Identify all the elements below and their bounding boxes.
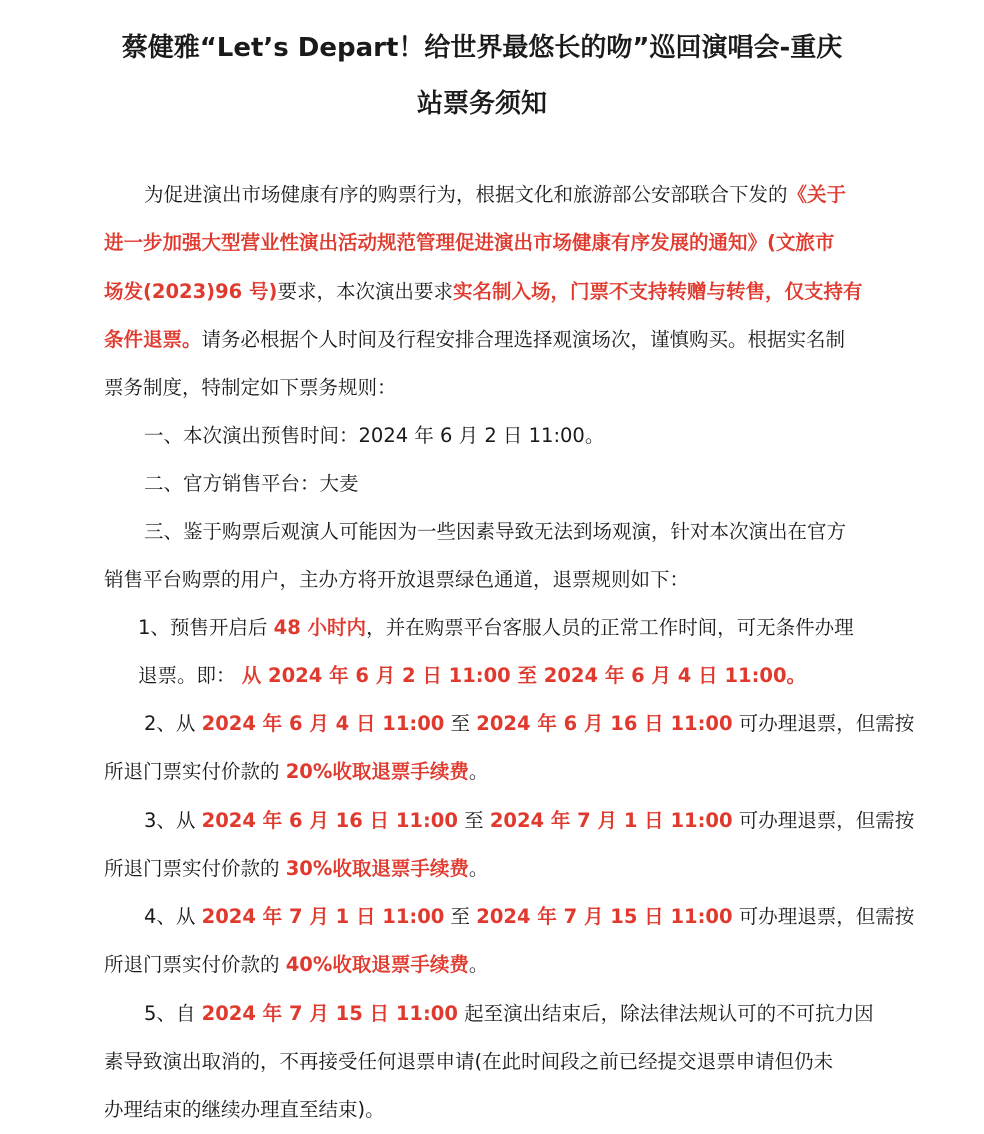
- rule-highlight: 30%收取退票手续费: [285, 857, 469, 880]
- presale-time-item: 一、本次演出预售时间：2024 年 6 月 2 日 11:00。: [144, 424, 605, 447]
- document-title: [104, 20, 860, 132]
- intro-line-4: [104, 325, 864, 355]
- rule-text: ，并在购票平台客服人员的正常工作时间，可无条件办理: [366, 616, 854, 639]
- rule-highlight: 从 2024 年 6 月 2 日 11:00 至 2024 年 6 月 4 日 11:00。: [241, 664, 807, 687]
- rule-text: 至: [450, 905, 471, 928]
- rule-text: 。: [468, 857, 489, 880]
- refund-rule-2-line-1: [144, 709, 915, 739]
- rule-text: 所退门票实付价款的: [104, 857, 280, 880]
- title-line-2: 站票务须知: [416, 89, 547, 119]
- rule-highlight: 48 小时内: [273, 616, 367, 639]
- rule-highlight: 2024 年 7 月 15 日 11:00: [476, 905, 733, 928]
- sales-platform-item: 二、官方销售平台：大麦: [144, 472, 359, 495]
- intro-text: 要求，本次演出要求: [277, 280, 453, 303]
- rule-text: 退票。即：: [138, 664, 236, 687]
- real-name-policy: 实名制入场，门票不支持转赠与转售，仅支持有: [452, 280, 863, 303]
- intro-line-2: 进一步加强大型营业性演出活动规范管理促进演出市场健康有序发展的通知》(文旅市: [104, 231, 835, 254]
- refund-channel-line-2: 销售平台购票的用户，主办方将开放退票绿色通道，退票规则如下：: [104, 568, 690, 591]
- regulation-title-start: 《关于: [787, 183, 847, 206]
- rule-text: 。: [468, 953, 489, 976]
- rule-text: 所退门票实付价款的: [104, 953, 280, 976]
- refund-rule-4-line-1: [144, 902, 915, 932]
- rule-text: 可办理退票，但需按: [738, 809, 915, 832]
- refund-rule-5-line-3: 办理结束的继续办理直至结束)。: [104, 1098, 385, 1121]
- intro-text: 为促进演出市场健康有序的购票行为，根据文化和旅游部公安部联合下发的: [144, 183, 788, 206]
- refund-channel-line-1: 三、鉴于购票后观演人可能因为一些因素导致无法到场观演，针对本次演出在官方: [144, 520, 847, 543]
- rule-text: 至: [450, 712, 471, 735]
- rule-text: 5、自: [144, 1002, 196, 1025]
- refund-rule-3-line-2: [104, 854, 864, 884]
- refund-rule-5-line-2: 素导致演出取消的，不再接受任何退票申请(在此时间段之前已经提交退票申请但仍未: [104, 1050, 834, 1073]
- regulation-number: 场发(2023)96 号): [104, 280, 278, 303]
- rule-text: 2、从: [144, 712, 196, 735]
- rule-highlight: 2024 年 7 月 15 日 11:00: [201, 1002, 458, 1025]
- rule-text: 3、从: [144, 809, 196, 832]
- rule-highlight: 20%收取退票手续费: [285, 760, 469, 783]
- refund-rule-4-line-2: [104, 950, 864, 980]
- rule-text: 。: [468, 760, 489, 783]
- rule-highlight: 2024 年 7 月 1 日 11:00: [489, 809, 733, 832]
- conditional-refund: 条件退票。: [104, 328, 202, 351]
- rule-text: 至: [464, 809, 484, 832]
- rule-highlight: 2024 年 7 月 1 日 11:00: [201, 905, 445, 928]
- rule-text: 可办理退票，但需按: [738, 712, 915, 735]
- refund-rule-5-line-1: [144, 999, 874, 1029]
- rule-text: 所退门票实付价款的: [104, 760, 280, 783]
- rule-text: 1、预售开启后: [138, 616, 268, 639]
- rule-highlight: 2024 年 6 月 16 日 11:00: [476, 712, 733, 735]
- rule-highlight: 40%收取退票手续费: [285, 953, 469, 976]
- intro-line-3: [104, 277, 864, 307]
- refund-rule-3-line-1: [144, 806, 915, 836]
- rule-text: 可办理退票，但需按: [738, 905, 915, 928]
- intro-line-5: 票务制度，特制定如下票务规则：: [104, 376, 397, 399]
- rule-text: 起至演出结束后，除法律法规认可的不可抗力因: [464, 1002, 874, 1025]
- rule-highlight: 2024 年 6 月 16 日 11:00: [201, 809, 458, 832]
- refund-rule-2-line-2: [104, 757, 864, 787]
- rule-highlight: 2024 年 6 月 4 日 11:00: [201, 712, 445, 735]
- intro-text: 请务必根据个人时间及行程安排合理选择观演场次，谨慎购买。根据实名制: [201, 328, 846, 351]
- rule-text: 4、从: [144, 905, 196, 928]
- refund-rule-1-line-1: [138, 613, 860, 643]
- title-line-1: 蔡健雅“Let’s Depart！给世界最悠长的吻”巡回演唱会-重庆: [121, 33, 843, 63]
- intro-line-1: [144, 180, 860, 210]
- refund-rule-1-line-2: [138, 661, 898, 691]
